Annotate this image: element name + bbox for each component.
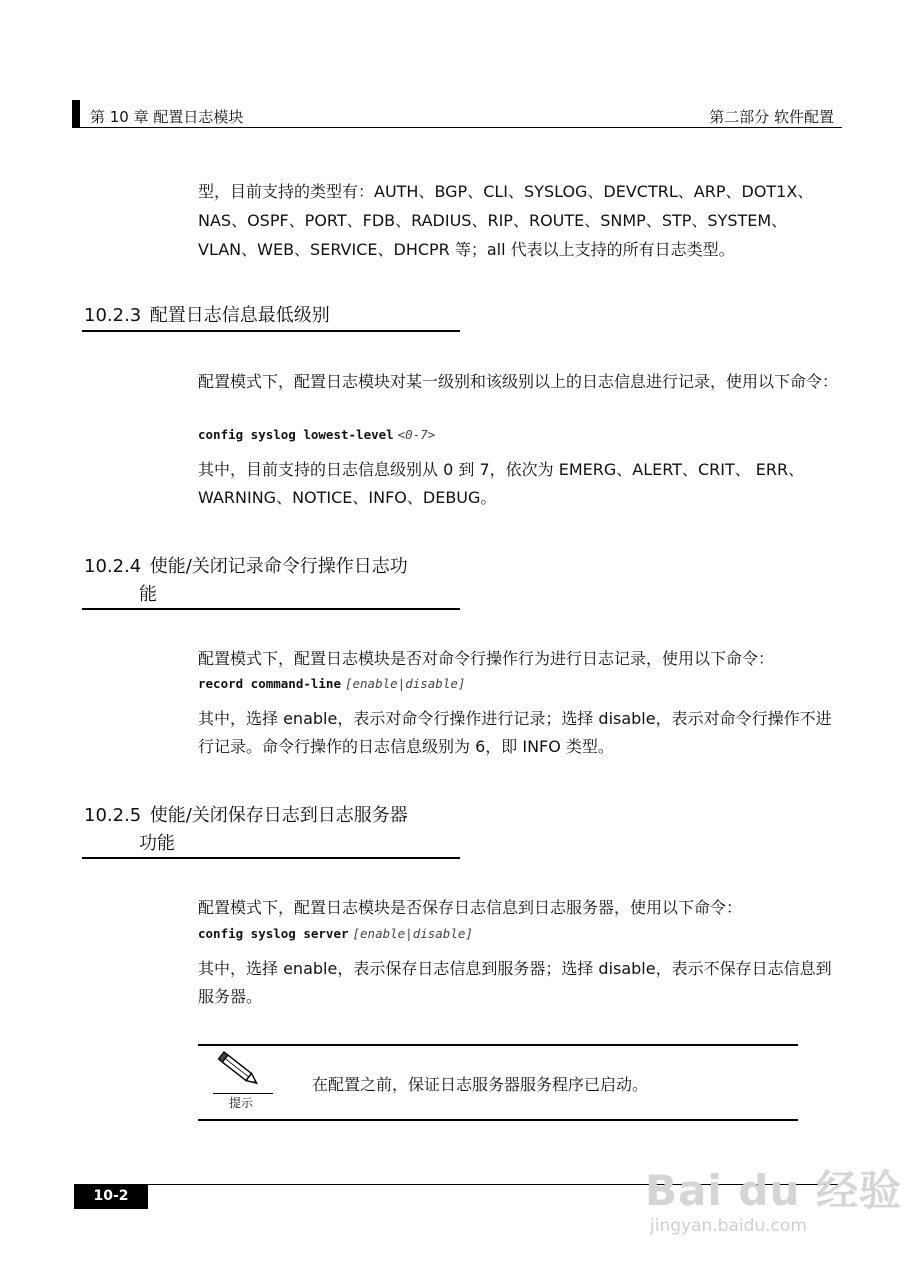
section-desc: 配置模式下，配置日志模块是否对命令行操作行为进行日志记录，使用以下命令： [198,649,775,668]
command-keyword: config syslog server [198,926,349,941]
section-desc: 配置模式下，配置日志模块是否保存日志信息到日志服务器，使用以下命令： [198,898,743,917]
page-number: 10-2 [74,1184,148,1209]
section-number: 10.2.3 [84,305,142,326]
header-bar [72,100,80,128]
section-title-continued: 能 [139,584,157,605]
command-argument: [enable|disable] [352,926,473,941]
section-title: 使能/关闭记录命令行操作日志功 [149,556,408,577]
section-rule [82,857,460,859]
pencil-icon [213,1048,265,1092]
section-heading-10-2-5 [84,802,464,858]
section-title: 配置日志信息最低级别 [149,305,330,326]
command-argument: [enable|disable] [344,676,466,691]
section-heading-10-2-3 [84,302,464,330]
section-title-continued: 功能 [139,833,175,854]
tip-top-rule [198,1044,798,1046]
tip-bottom-rule [198,1119,798,1121]
section-number: 10.2.4 [84,556,142,577]
section-note: 其中，选择 enable，表示保存日志信息到服务器；选择 disable，表示不保存日志信息到服务器。 [198,959,832,1006]
section-number: 10.2.5 [84,805,142,826]
intro-paragraph: 型，目前支持的类型有：AUTH、BGP、CLI、SYSLOG、DEVCTRL、ARP、DOT1X、NAS、OSPF、PORT、FDB、RADIUS、RIP、ROUTE、SNMP、STP、SYSTEM、VLAN、WEB、SERVICE、DHCPR 等；all 代表以上支持的所有日志类型。 [198,182,814,259]
command-keyword: record command-line [198,676,341,691]
section-desc: 配置模式下，配置日志模块对某一级别和该级别以上的日志信息进行记录，使用以下命令： [198,372,839,391]
section-heading-10-2-4 [84,553,464,609]
section-rule [82,608,460,610]
tip-text: 在配置之前，保证日志服务器服务程序已启动。 [312,1075,649,1094]
header-rule [72,127,842,128]
watermark-logo: Bai du 经验 [645,1166,902,1215]
section-note: 其中，目前支持的日志信息级别从 0 到 7，依次为 EMERG、ALERT、CRIT、 ERR、WARNING、NOTICE、INFO、DEBUG。 [198,460,805,507]
section-rule [82,330,460,332]
chapter-title: 第 10 章 配置日志模块 [90,108,244,126]
watermark-url: jingyan.baidu.com [650,1216,807,1236]
command-line [198,926,473,941]
section-title: 使能/关闭保存日志到日志服务器 [149,805,408,826]
command-keyword: config syslog lowest-level [198,427,394,442]
command-argument: <0-7> [397,427,436,442]
tip-label: 提示 [229,1096,254,1110]
command-line [198,676,465,691]
part-title: 第二部分 软件配置 [709,108,834,126]
section-note: 其中，选择 enable，表示对命令行操作进行记录；选择 disable，表示对命令行操作不进行记录。命令行操作的日志信息级别为 6，即 INFO 类型。 [198,709,832,756]
command-line [198,427,435,442]
